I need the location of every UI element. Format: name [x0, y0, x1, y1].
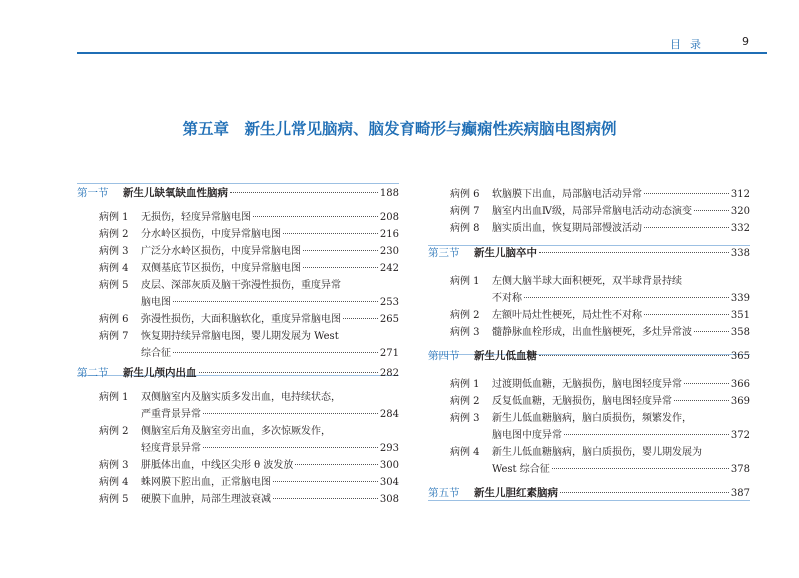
dot-leader — [230, 192, 378, 193]
case-label: 病例 1 — [99, 212, 129, 223]
dot-leader — [674, 400, 729, 401]
case-title: 双侧基底节区损伤，中度异常脑电图 — [141, 263, 301, 274]
case-label: 病例 5 — [99, 280, 129, 291]
toc-entry[interactable] — [77, 225, 399, 242]
page-number: 304 — [379, 477, 399, 488]
toc-entry[interactable] — [428, 443, 750, 460]
page-number: 372 — [730, 430, 750, 441]
toc-entry[interactable] — [77, 208, 399, 225]
dot-leader — [644, 193, 729, 194]
section-number: 第五节 — [428, 487, 460, 499]
dot-leader — [173, 352, 378, 353]
case-title-continued: 严重背景异常 — [141, 409, 201, 420]
dot-leader — [199, 372, 378, 373]
dot-leader — [253, 216, 378, 217]
page-number: 230 — [379, 246, 399, 257]
dot-leader — [539, 252, 729, 253]
case-label: 病例 2 — [99, 426, 129, 437]
toc-entry[interactable] — [77, 456, 399, 473]
section-number: 第二节 — [77, 367, 109, 379]
page-number: 265 — [379, 314, 399, 325]
section-title: 新生儿缺氧缺血性脑病 — [123, 187, 228, 199]
toc-section-row[interactable] — [428, 245, 750, 268]
case-title: 脑室内出血Ⅳ级，局部异常脑电活动动态演变 — [492, 206, 692, 217]
case-label: 病例 8 — [450, 223, 480, 234]
dot-leader — [684, 383, 729, 384]
case-title: 髓静脉血栓形成，出血性脑梗死，多灶异常波 — [492, 327, 692, 338]
section-divider — [77, 183, 399, 184]
page-number: 320 — [730, 206, 750, 217]
header-page-number: 9 — [742, 35, 749, 48]
case-title: 新生儿低血糖脑病，脑白质损伤，婴儿期发展为 — [492, 447, 702, 458]
page-number: 293 — [379, 443, 399, 454]
toc-entry[interactable] — [428, 202, 750, 219]
page-number: 369 — [730, 396, 750, 407]
header-section-label: 目录 — [670, 38, 710, 51]
case-title: 软脑膜下出血，局部脑电活动异常 — [492, 189, 642, 200]
case-label: 病例 4 — [99, 263, 129, 274]
dot-leader — [273, 481, 378, 482]
case-title: 新生儿低血糖脑病，脑白质损伤，频繁发作， — [492, 413, 692, 424]
page-number: 378 — [730, 464, 750, 475]
dot-leader — [524, 297, 729, 298]
dot-leader — [203, 447, 378, 448]
case-title: 双侧脑室内及脑实质多发出血，电持续状态， — [141, 392, 341, 403]
case-title: 左侧大脑半球大面积梗死，双半球背景持续 — [492, 276, 682, 287]
page-number: 366 — [730, 379, 750, 390]
case-label: 病例 4 — [99, 477, 129, 488]
case-label: 病例 1 — [99, 392, 129, 403]
page-number: 351 — [730, 310, 750, 321]
dot-leader — [303, 267, 378, 268]
case-label: 病例 2 — [450, 396, 480, 407]
case-title-continued: 脑电图 — [141, 297, 171, 308]
dot-leader — [552, 468, 729, 469]
dot-leader — [273, 498, 378, 499]
toc-section-row[interactable] — [77, 185, 399, 208]
toc-entry-continuation[interactable] — [428, 426, 750, 443]
case-title: 侧脑室后角及脑室旁出血，多次惊厥发作， — [141, 426, 331, 437]
case-title: 无损伤，轻度异常脑电图 — [141, 212, 251, 223]
page-number: 253 — [379, 297, 399, 308]
case-title-continued: 脑电图中度异常 — [492, 430, 562, 441]
dot-leader — [694, 210, 729, 211]
toc-entry[interactable] — [77, 310, 399, 327]
toc-entry-continuation[interactable] — [77, 439, 399, 456]
case-label: 病例 1 — [450, 276, 480, 287]
case-title: 分水岭区损伤，中度异常脑电图 — [141, 229, 281, 240]
case-label: 病例 3 — [99, 246, 129, 257]
page-number: 365 — [730, 351, 750, 362]
toc-entry-continuation[interactable] — [77, 405, 399, 422]
toc-entry[interactable] — [77, 259, 399, 276]
section-title: 新生儿颅内出血 — [123, 367, 197, 379]
toc-entry[interactable] — [428, 219, 750, 236]
case-label: 病例 3 — [99, 460, 129, 471]
toc-entry-continuation[interactable] — [428, 460, 750, 477]
dot-leader — [539, 355, 729, 356]
section-title: 新生儿胆红素脑病 — [474, 487, 558, 499]
dot-leader — [283, 233, 378, 234]
case-title-continued: 综合征 — [141, 348, 171, 359]
case-label: 病例 2 — [450, 310, 480, 321]
section-title: 新生儿低血糖 — [474, 350, 537, 362]
case-label: 病例 2 — [99, 229, 129, 240]
dot-leader — [644, 227, 729, 228]
chapter-title: 第五章 新生儿常见脑病、脑发育畸形与癫痫性疾病脑电图病例 — [182, 120, 617, 138]
toc-section-row[interactable] — [77, 365, 399, 388]
toc-entry[interactable] — [428, 392, 750, 409]
toc-entry[interactable] — [428, 306, 750, 323]
page-number: 271 — [379, 348, 399, 359]
toc-section-row[interactable] — [428, 348, 750, 371]
case-label: 病例 7 — [99, 331, 129, 342]
page-number: 216 — [379, 229, 399, 240]
page-number: 284 — [379, 409, 399, 420]
dot-leader — [694, 331, 729, 332]
case-title: 弥漫性损伤，大面积脑软化，重度异常脑电图 — [141, 314, 341, 325]
toc-left-column — [77, 185, 399, 507]
case-label: 病例 4 — [450, 447, 480, 458]
toc-entry[interactable] — [77, 473, 399, 490]
dot-leader — [343, 318, 378, 319]
case-label: 病例 3 — [450, 327, 480, 338]
toc-entry[interactable] — [428, 323, 750, 340]
section-number: 第一节 — [77, 187, 109, 199]
toc-entry[interactable] — [428, 185, 750, 202]
section-title: 新生儿脑卒中 — [474, 247, 537, 259]
page-number: 242 — [379, 263, 399, 274]
case-title-continued: 不对称 — [492, 293, 522, 304]
toc-section-row[interactable] — [428, 485, 750, 508]
case-title: 恢复期持续异常脑电图，婴儿期发展为 West — [141, 331, 339, 342]
toc-entry[interactable] — [428, 375, 750, 392]
case-label: 病例 6 — [450, 189, 480, 200]
page-number: 358 — [730, 327, 750, 338]
toc-entry-continuation[interactable] — [77, 293, 399, 310]
page-number: 339 — [730, 293, 750, 304]
case-label: 病例 6 — [99, 314, 129, 325]
page-number: 308 — [379, 494, 399, 505]
toc-entry[interactable] — [77, 422, 399, 439]
case-title: 过渡期低血糖，无脑损伤，脑电图轻度异常 — [492, 379, 682, 390]
dot-leader — [560, 492, 729, 493]
toc-entry[interactable] — [77, 490, 399, 507]
toc-entry[interactable] — [77, 388, 399, 405]
case-title: 硬膜下血肿，局部生理波衰减 — [141, 494, 271, 505]
page-number: 387 — [730, 488, 750, 499]
case-title: 脑实质出血，恢复期局部慢波活动 — [492, 223, 642, 234]
page-number: 300 — [379, 460, 399, 471]
page-number: 188 — [379, 188, 399, 199]
dot-leader — [203, 413, 378, 414]
toc-entry-continuation[interactable] — [428, 289, 750, 306]
header-divider — [77, 52, 767, 54]
case-title: 皮层、深部灰质及脑干弥漫性损伤，重度异常 — [141, 280, 341, 291]
case-title: 左额叶局灶性梗死，局灶性不对称 — [492, 310, 642, 321]
case-label: 病例 3 — [450, 413, 480, 424]
case-label: 病例 7 — [450, 206, 480, 217]
case-label: 病例 1 — [450, 379, 480, 390]
dot-leader — [303, 250, 378, 251]
toc-entry[interactable] — [77, 242, 399, 259]
toc-entry[interactable] — [428, 409, 750, 426]
toc-entry-continuation[interactable] — [77, 344, 399, 361]
section-number: 第四节 — [428, 350, 460, 362]
case-title: 反复低血糖，无脑损伤，脑电图轻度异常 — [492, 396, 672, 407]
page-number: 312 — [730, 189, 750, 200]
dot-leader — [295, 464, 378, 465]
page-number: 338 — [730, 248, 750, 259]
case-label: 病例 5 — [99, 494, 129, 505]
toc-right-column — [428, 185, 750, 508]
dot-leader — [564, 434, 729, 435]
toc-entry[interactable] — [77, 276, 399, 293]
case-title-continued: West 综合征 — [492, 464, 550, 475]
page-number: 208 — [379, 212, 399, 223]
dot-leader — [173, 301, 378, 302]
case-title: 蛛网膜下腔出血，正常脑电图 — [141, 477, 271, 488]
toc-entry[interactable] — [428, 272, 750, 289]
case-title: 广泛分水岭区损伤，中度异常脑电图 — [141, 246, 301, 257]
dot-leader — [644, 314, 729, 315]
page-number: 282 — [379, 368, 399, 379]
toc-entry[interactable] — [77, 327, 399, 344]
case-title: 胼胝体出血，中线区尖形 θ 波发放 — [141, 460, 294, 471]
section-number: 第三节 — [428, 247, 460, 259]
page-number: 332 — [730, 223, 750, 234]
case-title-continued: 轻度背景异常 — [141, 443, 201, 454]
